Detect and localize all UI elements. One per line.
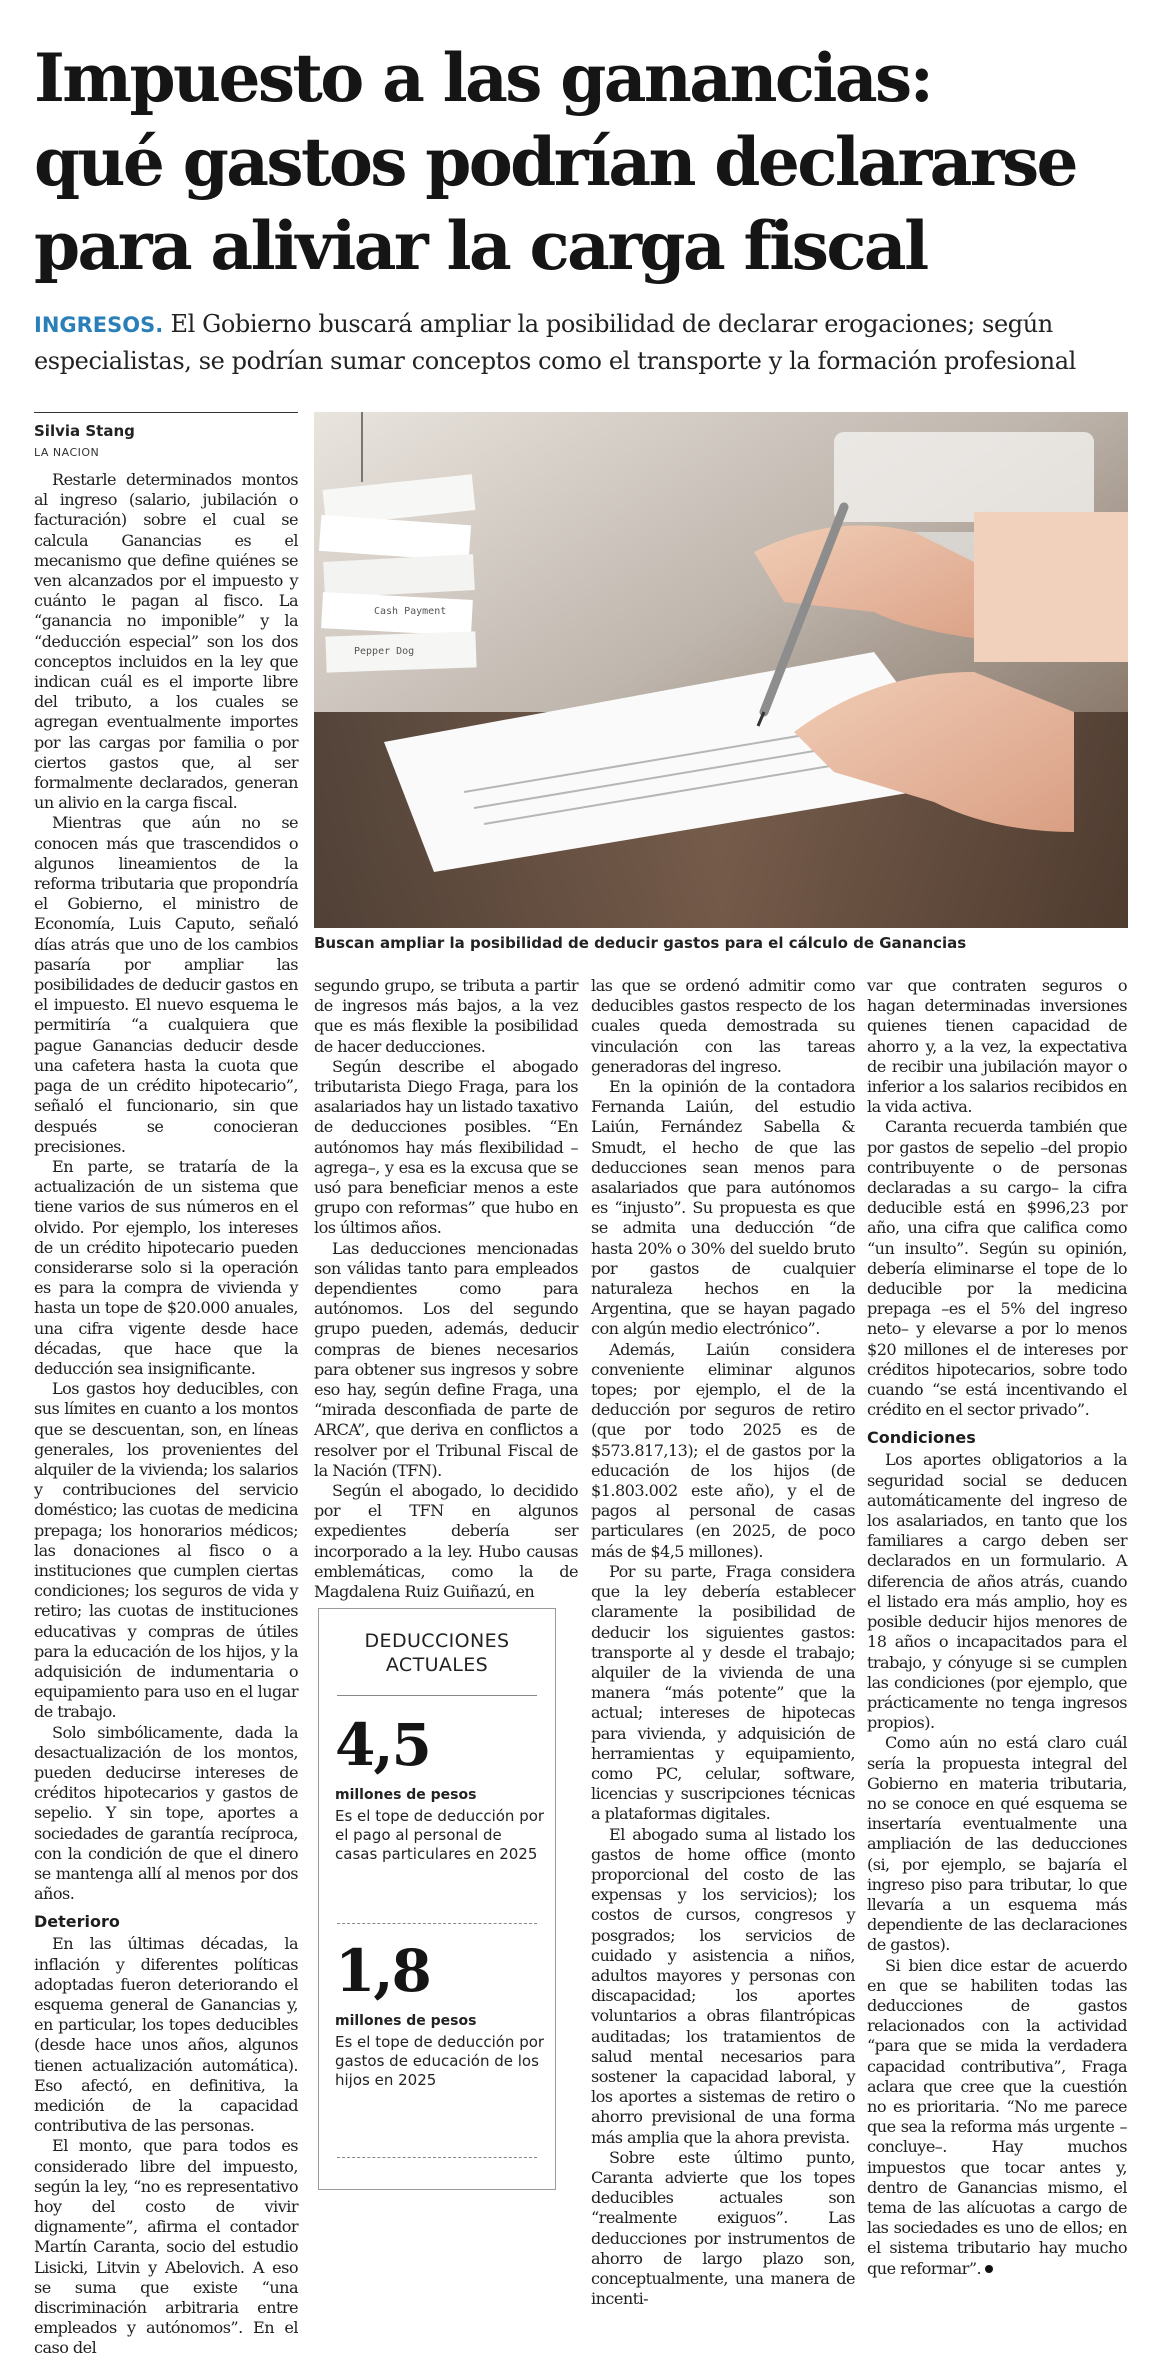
byline-divider (34, 412, 298, 413)
paragraph-text: Deterioro (34, 1912, 120, 1932)
sidebar-title: DEDUCCIONES ACTUALES (364, 1630, 510, 1676)
section-heading (34, 1912, 298, 1932)
paragraph-text: El monto, que para todos es considerado libre del impuesto, según la ley, “no es representativo hoy del costo de vivir dignamente”, afirma el contador Martín Caranta, socio del estudio Lisicki, Litvin y Abelovich. A eso se suma que existe “una discriminación arbitraria entre empleados y autónomos”. En el caso del (34, 2136, 298, 2358)
article-paragraph (34, 813, 298, 1156)
headline-line: para aliviar la carga fiscal (34, 207, 927, 285)
paragraph-text: Los gastos hoy deducibles, con sus límites en cuanto a los montos que se descuentan, son, en líneas generales, los provenientes del alquiler de la vivienda; los salarios y contribuciones del servicio doméstico; las cuotas de medicina prepaga; los honorarios médicos; las donaciones al fisco o a instituciones que cumplen ciertas condiciones; los seguros de vida y retiro; las cuotas de instituciones educativas y compras de útiles para la educación de los hijos, y la adquisición de indumentaria o equipamiento para uso en el lugar de trabajo. (34, 1379, 298, 1722)
deductions-sidebar (318, 1608, 556, 2190)
sidebar-divider (337, 1923, 537, 1924)
article-paragraph (314, 1057, 578, 1239)
paragraph-text: Como aún no está claro cuál sería la propuesta integral del Gobierno en materia tributaria, no se conoce en qué esquema se insertaría eventualmente una ampliación de las deducciones (si, por ejemplo, se bajaría el ingreso piso para tributar, lo que llevaría a un esquema más dependiente de las declaraciones de gastos). (867, 1733, 1127, 1955)
end-mark-icon (985, 2265, 993, 2273)
article-paragraph (591, 976, 855, 1077)
paragraph-text: Condiciones (867, 1428, 976, 1448)
article-paragraph (314, 1239, 578, 1481)
deck-text: El Gobierno buscará ampliar la posibilidad de declarar erogaciones; según especialistas, se podrían sumar conceptos como el transporte y la formación profesional (34, 310, 1076, 375)
deck (34, 306, 1124, 379)
article-photo (314, 412, 1128, 928)
paragraph-text: segundo grupo, se tributa a partir de ingresos más bajos, a la vez que es más flexible la posibilidad de hacer deducciones. (314, 976, 578, 1056)
article-column-3 (591, 976, 855, 2309)
article-paragraph (867, 1117, 1127, 1420)
article-paragraph (34, 470, 298, 813)
stat-unit: millones de pesos (335, 2013, 477, 2029)
article-paragraph (34, 1934, 298, 2136)
photo-caption: Buscan ampliar la posibilidad de deducir gastos para el cálculo de Ganancias (314, 934, 967, 952)
article-column-1 (34, 470, 298, 2358)
paragraph-text: Solo simbólicamente, dada la desactualización de los montos, pueden deducirse intereses de créditos hipotecarios y gastos de sepelio. Y sin tope, aportes a sociedades de garantía recíproca, con la condición de que el dinero se mantenga allí al menos por dos años. (34, 1722, 298, 1904)
stat-description: Es el tope de deducción por gastos de educación de los hijos en 2025 (335, 2033, 545, 2089)
paragraph-text: Restarle determinados montos al ingreso (salario, jubilación o facturación) sobre el cual se calcula Ganancias es el mecanismo que define quiénes se ven alcanzados por el impuesto y cuánto le pagan al fisco. La “ganancia no imponible” y la “deducción especial” son los dos conceptos incluidos en la ley que indican cuál es el importe libre del tributo, a los cuales se agregan eventualmente importes por las cargas por familia o por ciertos gastos que, al ser formalmente declarados, generan un alivio en la carga fiscal. (34, 470, 298, 813)
article-paragraph (34, 2136, 298, 2358)
article-column-2 (314, 976, 578, 1602)
paragraph-text: las que se ordenó admitir como deducibles gastos respecto de los cuales queda demostrada su vinculación con las tareas generadoras del ingreso. (591, 976, 855, 1076)
paragraph-text: En parte, se trataría de la actualización de un sistema que tiene varios de sus números en el olvido. Por ejemplo, los intereses de un crédito hipotecario pueden considerarse solo si la operación es para la compra de vivienda y hasta un tope de $20.000 anuales, una cifra vigente desde hace décadas, que hace que la deducción sea insignificante. (34, 1156, 298, 1378)
paragraph-text: Según describe el abogado tributarista Diego Fraga, para los asalariados hay un listado taxativo de deducciones posibles. “En autónomos hay más flexibilidad –agrega–, y esa es la excusa que se usó para beneficiar menos a este grupo con reformas” que hubo en los últimos años. (314, 1056, 578, 1238)
outlet-name: LA NACION (34, 446, 100, 459)
stat-value: 1,8 (335, 1937, 430, 2005)
paragraph-text: El abogado suma al listado los gastos de home office (monto proporcional del costo de las expensas y los servicios); los costos de cursos, congresos y posgrados; los servicios de cuidado y asistencia a niños, adultos mayores y personas con discapacidad; los aportes voluntarios a obras filantrópicas auditadas; los tratamientos de salud mental necesarios para sostener la capacidad laboral, y los aportes a sistemas de retiro o ahorro previsional de una forma más amplia que la ahora prevista. (591, 1824, 855, 2147)
article-paragraph (867, 976, 1127, 1117)
article-paragraph (591, 1077, 855, 1340)
headline (34, 36, 1124, 288)
article-paragraph (34, 1157, 298, 1379)
article-paragraph (867, 1450, 1127, 1733)
paragraph-text: Caranta recuerda también que por gastos de sepelio –del propio contribuyente o de personas declaradas a su cargo– la cifra deducible está en $996,23 por año, una cifra que califica como “un insulto”. Según su opinión, debería eliminarse el tope de lo deducible por la medicina prepaga –es el 5% del ingreso neto– y elevarse a por lo menos $20 millones el de intereses por créditos hipotecarios, sobre todo cuando “se está incentivando el crédito en el sector privado”. (867, 1117, 1127, 1420)
sidebar-divider (337, 2157, 537, 2158)
stat-value: 4,5 (335, 1711, 430, 1779)
headline-line: qué gastos podrían declararse (34, 123, 1076, 201)
paragraph-text: Por su parte, Fraga considera que la ley debería establecer claramente la posibilidad de deducir los siguientes gastos: transporte al y desde el trabajo; alquiler de la vivienda de una manera “más potente” que la actual; intereses de hipotecas para vivienda, y adquisición de herramientas y equipamiento, como PC, celular, software, licencias y suscripciones técnicas a plataformas digitales. (591, 1561, 855, 1824)
deck-kicker: INGRESOS. (34, 313, 164, 337)
stat-description: Es el tope de deducción por el pago al personal de casas particulares en 2025 (335, 1807, 545, 1863)
article-paragraph (591, 2148, 855, 2310)
paragraph-text: Los aportes obligatorios a la seguridad social se deducen automáticamente del ingreso de los asalariados, en tanto que los familiares a cargo deben ser declarados en un formulario. A diferencia de años atrás, cuando el listado era más amplio, hoy es posible deducir hijos menores de 18 años o incapacitados para el trabajo, y cónyuge si se cumplen las condiciones (por ejemplo, que prácticamente no tenga ingresos propios). (867, 1450, 1127, 1733)
receipt-text: Pepper Dog (354, 646, 415, 657)
paragraph-text: Mientras que aún no se conocen más que trascendidos o algunos lineamientos de la reforma tributaria que propondría el Gobierno, el ministro de Economía, Luis Caputo, señaló días atrás que uno de los cambios pasaría por ampliar las posibilidades de deducir gastos en el impuesto. El nuevo esquema le permitiría “a cualquiera que pague Ganancias deducir desde una cafetera hasta la cuota que paga de un crédito hipotecario”, señaló el funcionario, sin que después se conocieran precisiones. (34, 813, 298, 1156)
author-name: Silvia Stang (34, 422, 135, 440)
headline-line: Impuesto a las ganancias: (34, 39, 932, 117)
paragraph-text: Según el abogado, lo decidido por el TFN en algunos expedientes debería ser incorporado a la ley. Hubo causas emblemáticas, como la de Magdalena Ruiz Guiñazú, en (314, 1481, 578, 1602)
article-paragraph (867, 1956, 1127, 2279)
receipt-text: Cash Payment (374, 606, 447, 617)
article-column-4 (867, 976, 1127, 2278)
paragraph-text: Las deducciones mencionadas son válidas tanto para empleados dependientes como para autónomos. Los del segundo grupo pueden, además, deducir compras de bienes necesarios para obtener sus ingresos y sobre eso hay, según define Fraga, una “mirada desconfiada de parte de ARCA”, que deriva en conflictos a resolver por el Tribunal Fiscal de la Nación (TFN). (314, 1238, 578, 1480)
article-paragraph (867, 1733, 1127, 1955)
article-paragraph (34, 1379, 298, 1722)
paragraph-text: var que contraten seguros o hagan determinadas inversiones quienes tienen capacidad de ahorro y, a la vez, la expectativa de recibir una jubilación mayor o inferior a los salarios recibidos en la vida activa. (867, 976, 1127, 1117)
article-paragraph (591, 1562, 855, 1825)
article-paragraph (34, 1723, 298, 1905)
paragraph-text: Sobre este último punto, Caranta advierte que los topes deducibles actuales son “realmente exiguos”. Las deducciones por instrumentos de ahorro de largo plazo son, conceptualmente, una manera de incenti- (591, 2147, 855, 2309)
paragraph-text: En las últimas décadas, la inflación y diferentes políticas adoptadas fueron deteriorando el esquema general de Ganancias y, en particular, los topes deducibles (desde hace unos años, algunos tienen actualización automática). Eso afectó, en definitiva, la medición de la capacidad contributiva de las personas. (34, 1934, 298, 2136)
sidebar-divider (337, 1695, 537, 1696)
article-paragraph (591, 1340, 855, 1562)
paragraph-text: Además, Laiún considera conveniente eliminar algunos topes; por ejemplo, el de la deducción por seguros de retiro (que por todo 2025 es de $573.817,13); el de gastos por la educación de los hijos (de $1.803.002 este año), y el de pagos al personal de casas particulares (en 2025, de poco más de $4,5 millones). (591, 1339, 855, 1561)
paragraph-text: Si bien dice estar de acuerdo en que se habiliten todas las deducciones de gastos relacionados con la actividad “para que se mida la verdadera capacidad contributiva”, Fraga aclara que cree que la cuestión no es prioritaria. “No me parece que sea la reforma más urgente –concluye–. Hay muchos impuestos que tocar antes y, dentro de Ganancias mismo, el tema de las alícuotas a cargo de las sociedades es uno de ellos; en el sistema tributario hay mucho que reformar”. (867, 1955, 1127, 2278)
paragraph-text: En la opinión de la contadora Fernanda Laiún, del estudio Laiún, Fernández Sabella & Smudt, el hecho de que las deducciones sean menos para asalariados que para autónomos es “injusto”. Su propuesta es que se admita una deducción “de hasta 20% o 30% del sueldo bruto por gastos de cualquier naturaleza hechos en la Argentina, que se hayan pagado con algún medio electrónico”. (591, 1077, 855, 1339)
stat-unit: millones de pesos (335, 1787, 477, 1803)
article-paragraph (314, 976, 578, 1057)
article-paragraph (314, 1481, 578, 1602)
section-heading (867, 1428, 1127, 1448)
article-paragraph (591, 1825, 855, 2148)
